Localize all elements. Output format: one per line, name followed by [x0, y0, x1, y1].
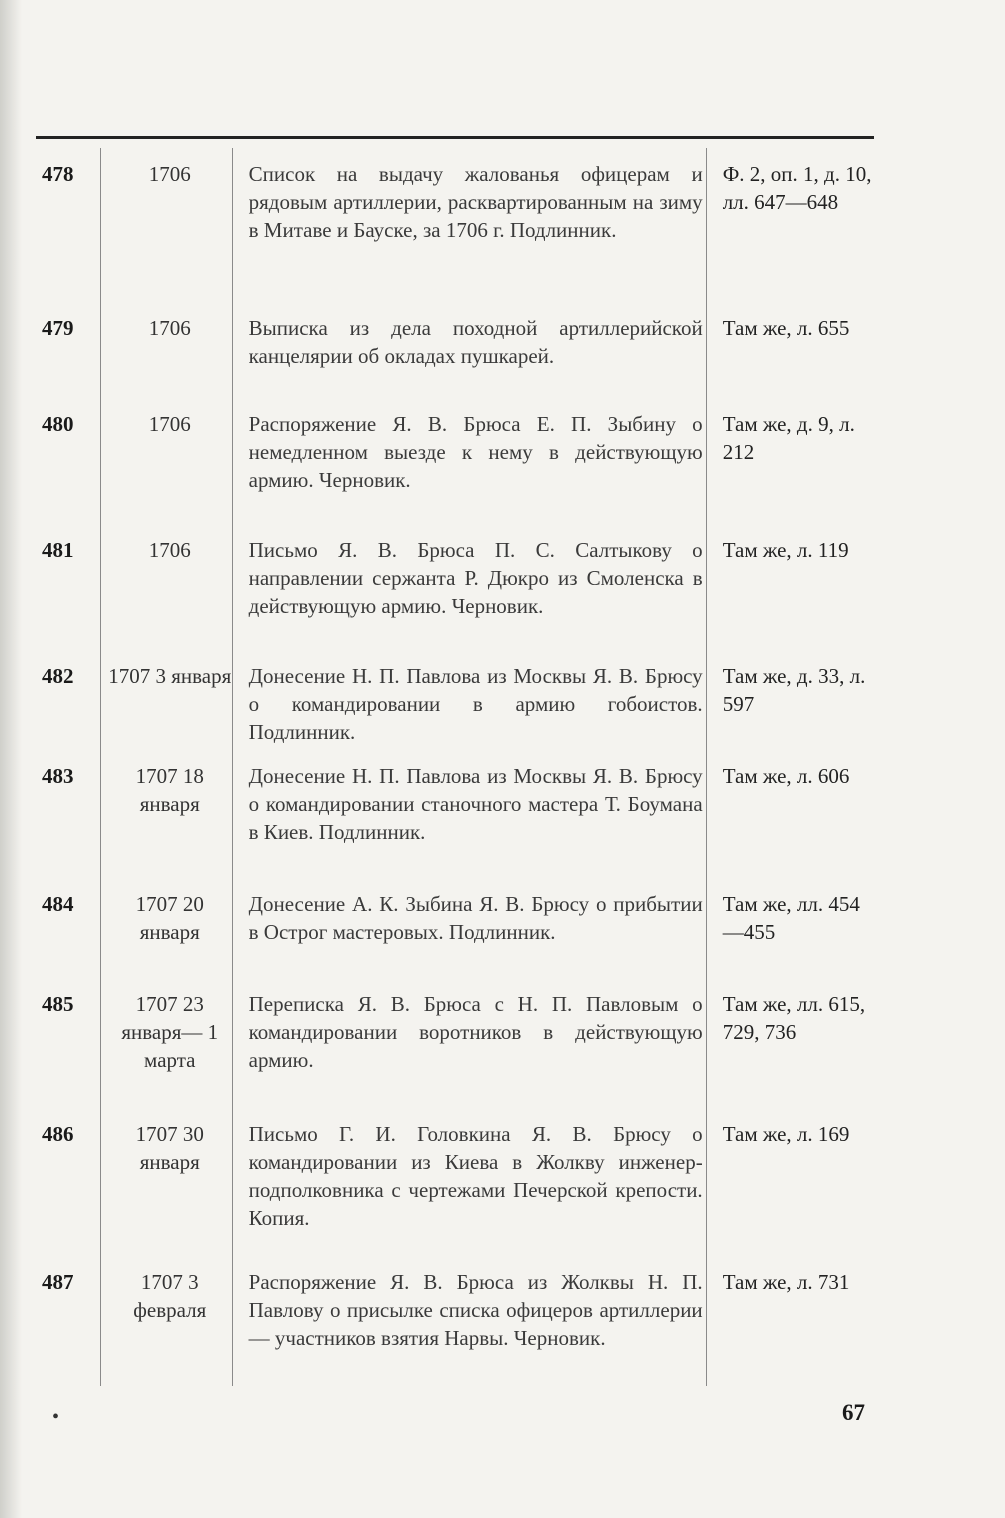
- table-row: [36, 662, 876, 762]
- row-source: Там же, л. 169: [722, 1122, 850, 1146]
- table-row: [36, 536, 876, 662]
- row-date: 1706: [148, 538, 191, 562]
- row-date: 1706: [148, 412, 191, 436]
- row-number: 484: [42, 892, 74, 916]
- footer-bullet: •: [52, 1406, 60, 1428]
- table-row: [36, 990, 876, 1120]
- row-description: Письмо Я. В. Брюса П. С. Салтыкову о направлении сержанта Р. Дюкро из Смоленска в действующую армию. Черновик.: [248, 538, 703, 618]
- row-description: Переписка Я. В. Брюса с Н. П. Павловым о командировании воротников в действующую армию.: [248, 992, 703, 1072]
- table-row: [36, 314, 876, 410]
- row-source: Там же, л. 655: [722, 316, 850, 340]
- table-row: [36, 890, 876, 990]
- row-source: Там же, д. 9, л. 212: [722, 412, 855, 464]
- page-number: 67: [842, 1400, 865, 1425]
- row-date: 1707 18 января: [135, 764, 204, 816]
- table-top-rule: [36, 136, 874, 139]
- document-table: [36, 160, 876, 1388]
- table-row: [36, 410, 876, 536]
- row-source: Там же, л. 606: [722, 764, 850, 788]
- row-number: 485: [42, 992, 74, 1016]
- row-description: Список на выдачу жалованья офицерам и рядовым артиллерии, расквартированным на зиму в Митаве и Бауске, за 1706 г. Подлинник.: [248, 162, 703, 242]
- row-number: 482: [42, 664, 74, 688]
- table-row: [36, 1120, 876, 1268]
- row-date: 1706: [148, 316, 191, 340]
- row-source: Там же, л. 119: [722, 538, 849, 562]
- table-row: [36, 160, 876, 314]
- row-description: Донесение Н. П. Павлова из Москвы Я. В. Брюсу о командировании станочного мастера Т. Боумана в Киев. Подлинник.: [248, 764, 703, 844]
- table-row: [36, 1268, 876, 1388]
- row-description: Письмо Г. И. Головкина Я. В. Брюсу о командировании из Киева в Жолкву инженер-подполковника с чертежами Печерской крепости. Копия.: [248, 1122, 703, 1230]
- row-date: 1707 23 января— 1 марта: [121, 992, 219, 1072]
- row-date: 1707 3 января: [108, 664, 232, 688]
- row-source: Там же, д. 33, л. 597: [722, 664, 866, 716]
- row-description: Выписка из дела походной артиллерийской канцелярии об окладах пушкарей.: [248, 316, 703, 368]
- row-source: Там же, л. 731: [722, 1270, 850, 1294]
- scan-edge: [0, 0, 22, 1518]
- row-description: Распоряжение Я. В. Брюса Е. П. Зыбину о немедленном выезде к нему в действующую армию. Черновик.: [248, 412, 703, 492]
- row-number: 478: [42, 162, 74, 186]
- row-date: 1706: [148, 162, 191, 186]
- row-number: 480: [42, 412, 74, 436]
- row-number: 483: [42, 764, 74, 788]
- row-description: Донесение Н. П. Павлова из Москвы Я. В. Брюсу о командировании в армию гобоистов. Подлинник.: [248, 664, 703, 744]
- row-date: 1707 3 февраля: [133, 1270, 207, 1322]
- row-description: Распоряжение Я. В. Брюса из Жолквы Н. П. Павлову о присылке списка офицеров артиллерии — участников взятия Нарвы. Черновик.: [248, 1270, 703, 1350]
- row-number: 479: [42, 316, 74, 340]
- row-date: 1707 20 января: [135, 892, 204, 944]
- row-source: Там же, лл. 615, 729, 736: [722, 992, 866, 1044]
- row-number: 481: [42, 538, 74, 562]
- row-number: 486: [42, 1122, 74, 1146]
- row-date: 1707 30 января: [135, 1122, 204, 1174]
- row-source: Ф. 2, оп. 1, д. 10, лл. 647—648: [722, 162, 872, 214]
- table-row: [36, 762, 876, 890]
- row-description: Донесение А. К. Зыбина Я. В. Брюсу о прибытии в Острог мастеровых. Подлинник.: [248, 892, 703, 944]
- row-number: 487: [42, 1270, 74, 1294]
- row-source: Там же, лл. 454—455: [722, 892, 860, 944]
